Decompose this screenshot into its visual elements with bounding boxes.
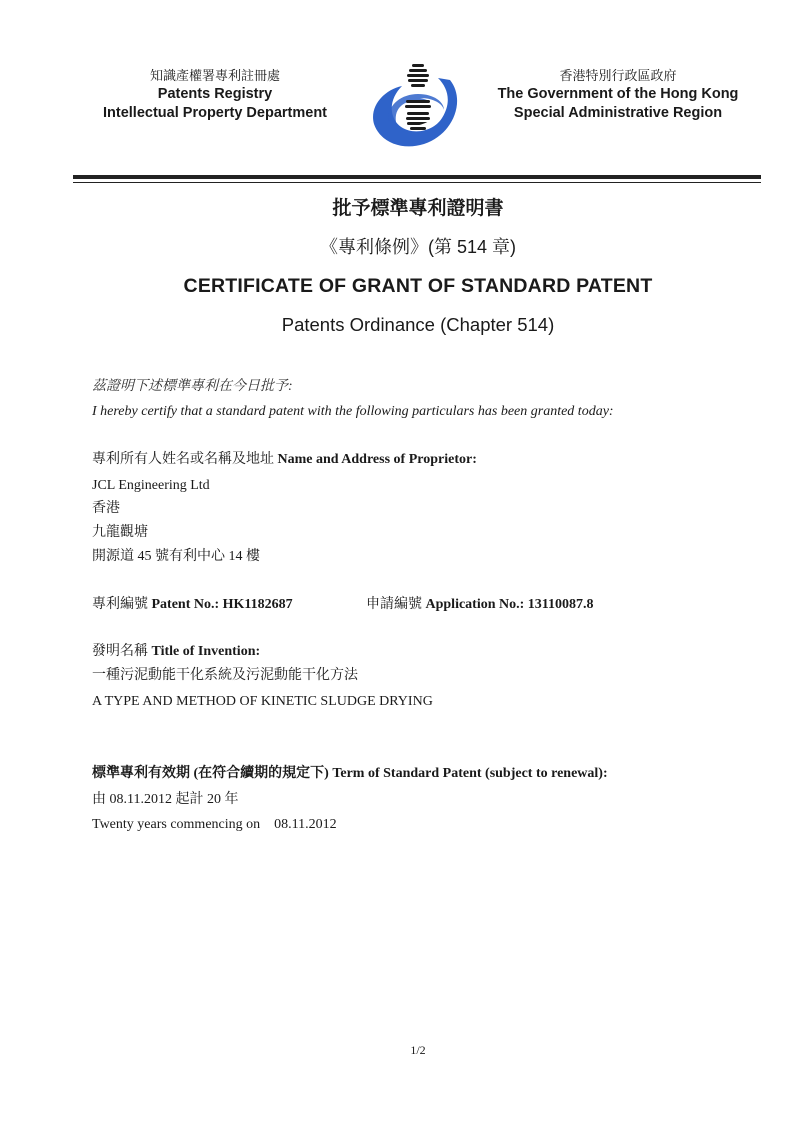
registry-name-en: Patents Registry <box>157 86 273 102</box>
invention-title-heading <box>92 643 260 661</box>
header-divider-thick <box>73 175 761 179</box>
patent-number-label-en: Patent No.: <box>151 597 220 612</box>
term-text-en-prefix: Twenty years commencing on <box>92 817 261 832</box>
application-number-field <box>366 596 594 614</box>
government-name-en-line1: The Government of the Hong Kong <box>497 86 739 102</box>
certify-statement-en: I hereby certify that a standard patent with the following particulars has been granted today: <box>92 404 614 419</box>
application-number-label-zh: 申請編號 <box>366 597 422 612</box>
invention-label-en: Title of Invention: <box>151 644 261 659</box>
patent-number-label-zh: 專利編號 <box>92 597 148 612</box>
invention-title-en: A TYPE AND METHOD OF KINETIC SLUDGE DRYING <box>92 694 433 709</box>
header-divider-thin <box>73 182 761 183</box>
proprietor-label-en: Name and Address of Proprietor: <box>277 452 477 467</box>
ordinance-title-en: Patents Ordinance (Chapter 514) <box>281 314 555 335</box>
term-label-zh: 標準專利有效期 (在符合續期的規定下) <box>92 766 329 781</box>
government-name-en-line2: Special Administrative Region <box>513 105 723 121</box>
term-text-en <box>92 816 337 834</box>
registry-name-zh: 知識產權署專利註冊處 <box>149 68 280 83</box>
ordinance-title-zh: 《專利條例》(第 514 章) <box>319 237 517 257</box>
ipd-logo-icon <box>366 60 470 156</box>
proprietor-address-line: 開源道 45 號有利中心 14 樓 <box>92 549 260 564</box>
certify-statement-zh: 茲證明下述標準專利在今日批予: <box>92 379 293 394</box>
header-right <box>478 66 758 123</box>
application-number-label-en: Application No.: <box>425 597 525 612</box>
proprietor-address-line: 九龍觀塘 <box>92 525 148 540</box>
application-number-value: 13110087.8 <box>527 597 594 612</box>
invention-label-zh: 發明名稱 <box>92 644 148 659</box>
certificate-title-en: CERTIFICATE OF GRANT OF STANDARD PATENT <box>183 275 653 297</box>
term-start-date: 08.11.2012 <box>274 817 337 832</box>
certificate-title-zh: 批予標準專利證明書 <box>332 198 504 219</box>
invention-title-zh: 一種污泥動能干化系統及污泥動能干化方法 <box>92 668 358 683</box>
department-name-en: Intellectual Property Department <box>103 105 327 121</box>
proprietor-heading <box>92 451 477 469</box>
term-label-en: Term of Standard Patent (subject to renewal): <box>332 766 608 781</box>
term-text-zh: 由 08.11.2012 起計 20 年 <box>92 792 239 807</box>
proprietor-label-zh: 專利所有人姓名或名稱及地址 <box>92 452 274 467</box>
patent-number-field <box>92 596 293 614</box>
page-number: 1/2 <box>410 1043 426 1057</box>
proprietor-address-line: 香港 <box>92 501 120 516</box>
term-heading <box>92 765 608 783</box>
government-name-zh: 香港特別行政區政府 <box>559 68 677 83</box>
header-left <box>80 66 350 123</box>
patent-number-value: HK1182687 <box>222 597 293 612</box>
proprietor-name: JCL Engineering Ltd <box>92 478 210 493</box>
